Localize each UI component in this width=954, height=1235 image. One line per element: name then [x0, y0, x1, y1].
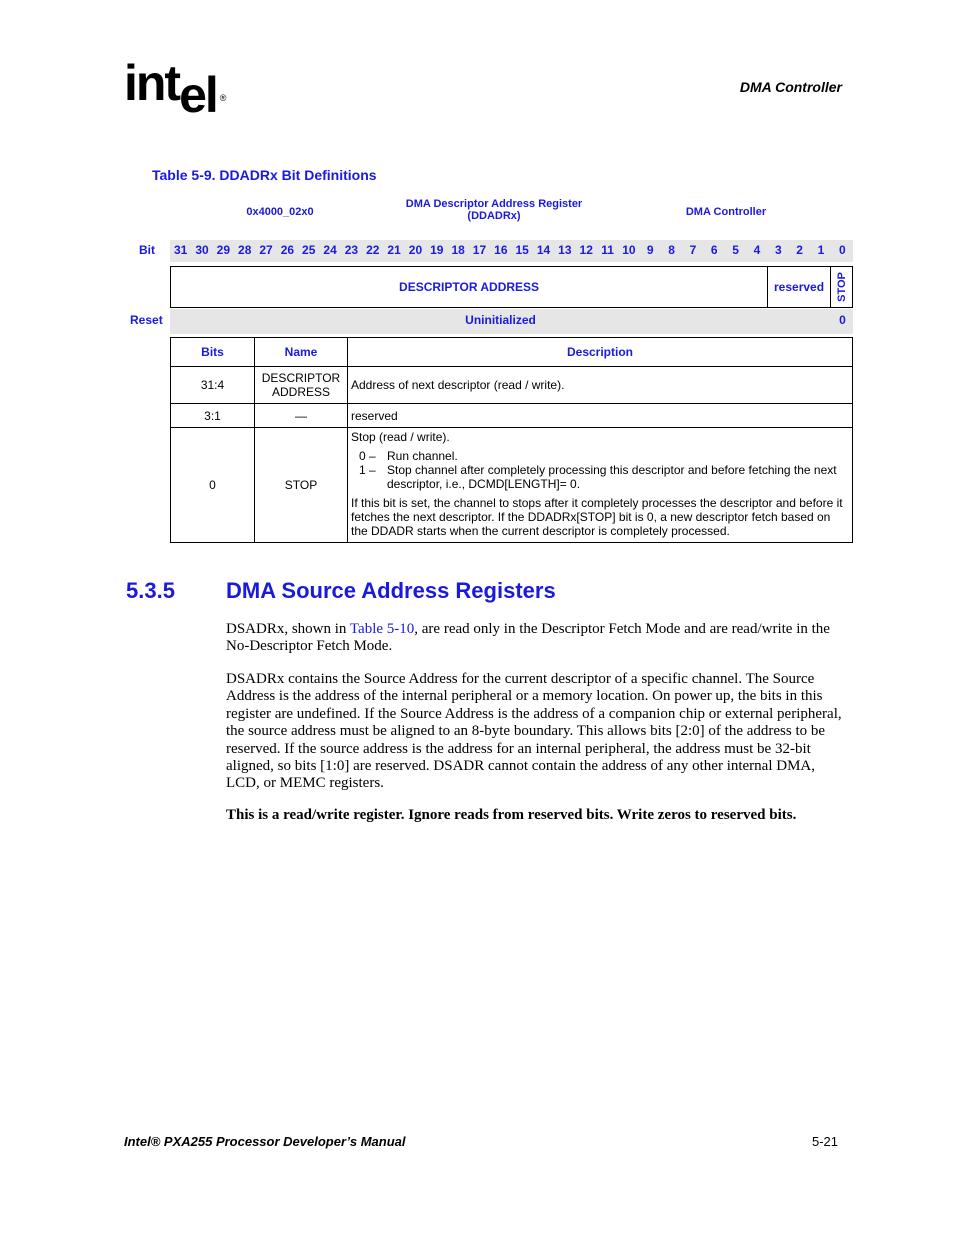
header-name: Name [255, 338, 348, 367]
bit-number: 9 [646, 243, 654, 257]
reset-row-label: Reset [130, 313, 163, 327]
header-bits: Bits [171, 338, 255, 367]
logo-text-int: int [124, 55, 180, 111]
reset-value-row [170, 309, 853, 334]
bit-number: 1 [817, 243, 825, 257]
list-item-key: 0 – [359, 449, 376, 463]
bit-number: 29 [216, 243, 231, 257]
bit-row-label: Bit [139, 243, 155, 257]
field-reserved: reserved [768, 267, 831, 307]
p1-text-before: DSADRx, shown in [226, 621, 350, 637]
list-item-text: Stop channel after completely processing this descriptor and before fetching the next descriptor, i.e., DCMD[LENGTH]= 0. [387, 463, 837, 491]
bit-number: 6 [710, 243, 718, 257]
table-row [171, 367, 853, 404]
row-description: Address of next descriptor (read / write). [348, 367, 853, 404]
register-field-row [170, 266, 853, 308]
field-descriptor-address: DESCRIPTOR ADDRESS [171, 267, 768, 307]
bit-number: 3 [774, 243, 782, 257]
bit-number: 14 [536, 243, 551, 257]
register-unit: DMA Controller [685, 206, 767, 218]
intel-logo [124, 55, 227, 123]
row-name: — [255, 404, 348, 428]
list-item-text: Run channel. [387, 449, 458, 463]
register-address: 0x4000_02x0 [246, 206, 314, 218]
section-number: 5.3.5 [126, 578, 175, 603]
footer-manual-title: Intel® PXA255 Processor Developer’s Manual [124, 1134, 406, 1149]
register-name-line1: DMA Descriptor Address Register [405, 198, 583, 210]
register-name-line2: (DDADRx) [467, 210, 521, 222]
bit-number: 21 [387, 243, 401, 257]
header-section-title: DMA Controller [739, 79, 842, 95]
reset-value: Uninitialized [465, 313, 536, 327]
bit-number: 11 [601, 243, 614, 257]
bit-number: 24 [323, 243, 337, 257]
table-header-row [171, 338, 853, 367]
bit-number: 16 [494, 243, 508, 257]
bit-number: 17 [472, 243, 487, 257]
bit-number: 0 [838, 243, 846, 257]
description-note: If this bit is set, the channel to stops after it completely processes the descriptor and before it fetches the next descriptor. If the DDADRx[STOP] bit is 0, a new descriptor fetch based on the DDADR starts when the current descriptor is completely processed. [351, 496, 843, 538]
bit-number: 23 [344, 243, 359, 257]
bit-number: 15 [515, 243, 529, 257]
bit-number: 12 [579, 243, 593, 257]
p1-text-after: , are read only in the Descriptor Fetch Mode and are read/write in the No-Descriptor Fetch Mode. [226, 621, 830, 655]
field-stop [831, 267, 852, 307]
bit-number: 26 [280, 243, 295, 257]
bit-number: 31 [173, 243, 188, 257]
row-description: reserved [348, 404, 853, 428]
bit-number: 19 [430, 243, 444, 257]
list-item [359, 449, 849, 463]
header-description: Description [348, 338, 853, 367]
list-item-key: 1 – [359, 463, 376, 477]
bit-number: 10 [622, 243, 636, 257]
bit-number: 20 [408, 243, 423, 257]
bit-number: 5 [732, 243, 739, 257]
description-intro: Stop (read / write). [351, 430, 450, 444]
logo-text-el: el [179, 67, 217, 123]
paragraph-3: This is a read/write register. Ignore reads from reserved bits. Write zeros to reserved bits. [226, 807, 797, 823]
row-bits: 3:1 [171, 404, 255, 428]
list-item [359, 463, 849, 491]
footer-page-number: 5-21 [811, 1134, 838, 1149]
bit-number: 2 [796, 243, 803, 257]
bit-number: 25 [302, 243, 316, 257]
table-caption: Table 5-9. DDADRx Bit Definitions [152, 167, 377, 183]
bit-number: 27 [259, 243, 273, 257]
row-name: STOP [255, 428, 348, 543]
reset-bit0-value: 0 [839, 313, 846, 327]
bit-number-row [170, 240, 853, 262]
field-stop-label: STOP [835, 272, 848, 302]
bit-number: 18 [451, 243, 465, 257]
bit-number: 4 [753, 243, 761, 257]
bit-number: 7 [689, 243, 697, 257]
row-bits: 0 [171, 428, 255, 543]
table-row [171, 404, 853, 428]
table-5-10-link[interactable]: Table 5-10 [349, 621, 415, 637]
bit-definitions-table [170, 337, 853, 543]
section-title: DMA Source Address Registers [226, 578, 556, 603]
row-bits: 31:4 [171, 367, 255, 404]
paragraph-2: DSADRx contains the Source Address for the current descriptor of a specific channel. The Source Address is the address of the internal peripheral or a memory location. On power up, the bits in this register are undefined. If the Source Address is the address of a companion chip or external peripheral, the source address must be aligned to an 8-byte boundary. This allows bits [2:0] of the address to be reserved. If the source address is the address for an internal peripheral, the address must be 32-bit aligned, so bits [1:0] are reserved. DSADR cannot contain the address of any other internal DMA, LCD, or MEMC registers. [226, 671, 842, 792]
table-row [171, 428, 853, 543]
row-name: DESCRIPTOR ADDRESS [255, 367, 348, 404]
bit-number: 28 [238, 243, 252, 257]
bit-number: 22 [366, 243, 380, 257]
row-description [348, 428, 853, 543]
register-name [370, 198, 618, 222]
bit-number: 30 [195, 243, 209, 257]
bit-number: 8 [668, 243, 675, 257]
bit-number: 13 [558, 243, 572, 257]
logo-registered-mark: ® [219, 93, 227, 103]
paragraph-1 [226, 621, 844, 656]
